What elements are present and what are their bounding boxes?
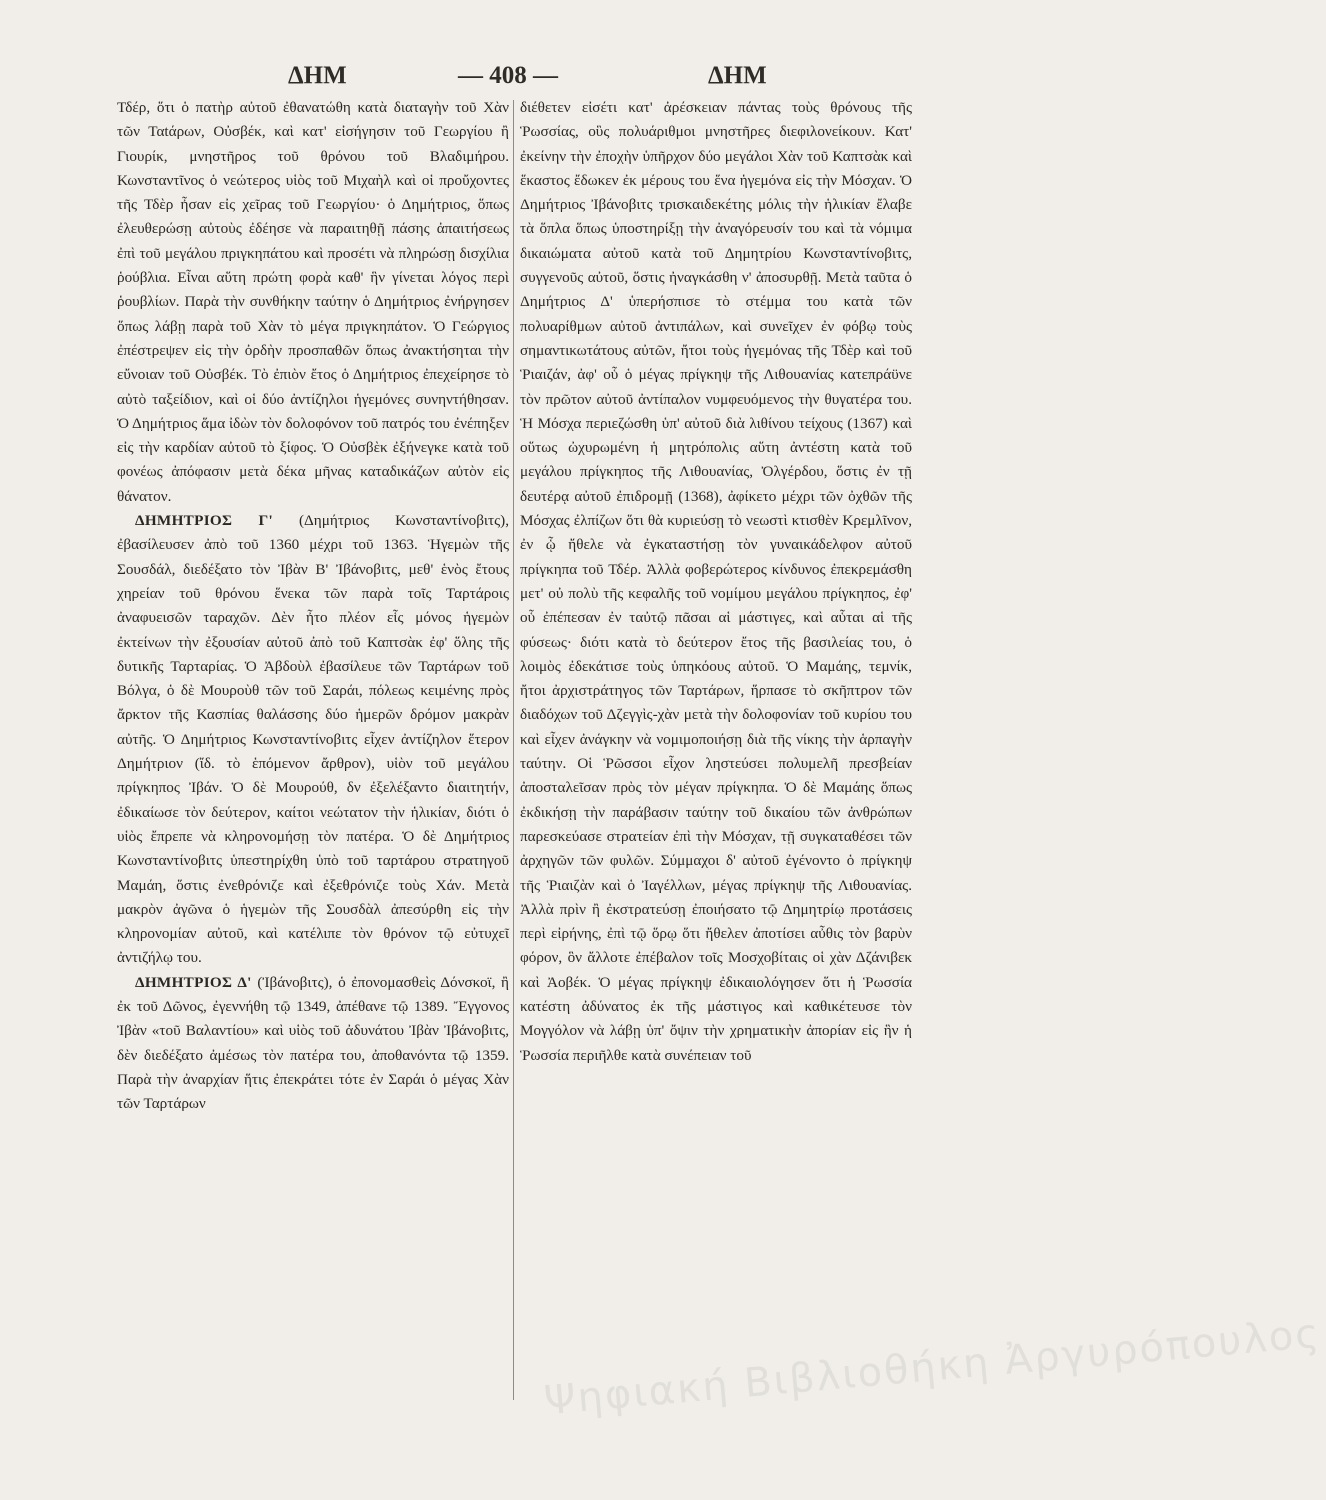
entry-dimitrios-4 (117, 971, 509, 1117)
header-left-keyword: ΔΗΜ (288, 62, 347, 89)
entry-heading: ΔΗΜΗΤΡΙΟΣ Γ' (135, 512, 273, 530)
page-number: — 408 — (458, 62, 558, 89)
right-column (520, 96, 912, 1426)
running-header (118, 62, 838, 96)
entry-heading: ΔΗΜΗΤΡΙΟΣ Δ' (135, 973, 252, 991)
right-paragraph: διέθετεν εἰσέτι κατ' ἀρέσκειαν πάντας τοὺς θρόνους τῆς Ῥωσσίας, οὓς πολυάριθμοι μνηστῆρες διεφιλονείκουν. Κατ' ἐκείνην τὴν ἐποχὴν ὑπῆρχον δύο μεγάλοι Χὰν τοῦ Καπτσὰκ καὶ ἕκαστος ἔδωκεν ἐκ μέρους του ἕνα ἡγεμόνα εἰς τὴν Μόσχαν. Ὁ Δημήτριος Ἰβάνοβιτς τρισκαιδεκέτης μόλις τὴν ἡλικίαν ἔλαβε τὰ ὅπλα ὅπως ὑποστηρίξῃ τὴν ἀναγόρευσίν του καὶ τὰ νόμιμα δικαιώματα αὐτοῦ κατὰ τοῦ Δημητρίου Κωνσταντίνοβιτς, συγγενοῦς αὐτοῦ, ὅστις ἠναγκάσθη ν' ἀποσυρθῇ. Μετὰ ταῦτα ὁ Δημήτριος Δ' ὑπερήσπισε τὸ στέμμα του κατὰ τῶν πολυαρίθμων αὐτοῦ ἀντιπάλων, καὶ συνεῖχεν ἐν φόβῳ τοὺς σημαντικωτάτους αὐτῶν, ἤτοι τοὺς ἡγεμόνας τῆς Τδὲρ καὶ τοῦ Ῥιαιζάν, ἀφ' οὗ ὁ μέγας πρίγκηψ τῆς Λιθουανίας κατεπράϋνε τὸν πρῶτον αὐτοῦ ἀντίπαλον νυμφευόμενος τὴν θυγατέρα του. Ἡ Μόσχα περιεζώσθη ὑπ' αὐτοῦ διὰ λιθίνου τείχους (1367) καὶ οὕτως ὠχυρωμένη ἡ μητρόπολις αὕτη ἀντέστη κατὰ τοῦ μεγάλου πρίγκηπος τῆς Λιθουανίας, Ὀλγέρδου, ὅστις ἐν τῇ δευτέρᾳ αὐτοῦ ἐπιδρομῇ (1368), ἀφίκετο μέχρι τῶν ὀχθῶν τῆς Μόσχας ἐλπίζων ὅτι θὰ κυριεύσῃ τὸ νεωστὶ κτισθὲν Κρεμλῖνον, ἐν ᾧ ἤθελε νὰ ἐγκαταστήσῃ τὸν γυναικάδελφον αὐτοῦ πρίγκηπα τοῦ Τδέρ. Ἀλλὰ φοβερώτερος κίνδυνος ἐπεκρεμάσθη μετ' οὐ πολὺ τῆς κεφαλῆς τοῦ νομίμου μεγάλου πρίγκηπος, ἐφ' οὗ ἐπέπεσαν ἐν ταὐτῷ πᾶσαι αἱ μάστιγες, καὶ αὗται αἱ τῆς φύσεως· διότι κατὰ τὸ δεύτερον ἔτος τῆς βασιλείας του, ὁ λοιμὸς ἐδεκάτισε τοὺς ὑπηκόους αὐτοῦ. Ὁ Μαμάης, τεμνίκ, ἤτοι ἀρχιστράτηγος τῶν Ταρτάρων, ἥρπασε τὸ σκῆπτρον τῶν διαδόχων τοῦ Δζεγγὶς-χὰν μετὰ τὴν δολοφονίαν τοῦ κυρίου του καὶ εἶχεν ἀνάγκην νὰ νομιμοποιήσῃ διὰ τῆς νίκης τὴν ἁρπαγὴν ταύτην. Οἱ Ῥῶσσοι εἶχον ληστεύσει πολυμελῆ πρεσβείαν ἀποσταλεῖσαν πρὸς τὸν μέγαν πρίγκηπα. Ὁ δὲ Μαμάης ὅπως ἐκδικήσῃ τὴν παράβασιν ταύτην τοῦ δικαίου τῶν ἀνθρώπων παρεσκεύασε στρατείαν ἐπὶ τὴν Μόσχαν, τῇ συγκαταθέσει τῶν ἀρχηγῶν τῶν φυλῶν. Σύμμαχοι δ' αὐτοῦ ἐγένοντο ὁ πρίγκηψ τῆς Ῥιαιζὰν καὶ ὁ Ἰαγέλλων, μέγας πρίγκηψ τῆς Λιθουανίας. Ἀλλὰ πρὶν ἢ ἐκστρατεύσῃ ἐποιήσατο τῷ Δημητρίῳ προτάσεις περὶ εἰρήνης, ἐπὶ τῷ ὅρῳ ὅτι ἤθελεν ἀποτίσει αὖθις τὸν βαρὺν φόρον, ὃν ἄλλοτε ἐπέβαλον τοῖς Μοσχοβίταις οἱ χὰν Δζάνιβεκ καὶ Ἀοβέκ. Ὁ μέγας πρίγκηψ ἐδικαιολόγησεν ὅτι ἡ Ῥωσσία κατέστη ἀδύνατος ἐκ τῆς μάστιγος καὶ καθικέτευσε τὸν Μογγόλον νὰ λάβῃ ὑπ' ὄψιν τὴν χρηματικὴν ἀπορίαν εἰς ἣν ἡ Ῥωσσία περιῆλθε κατὰ συνέπειαν τοῦ (520, 99, 912, 1064)
entry-dimitrios-3 (117, 509, 509, 971)
library-watermark: Ψηφιακή Βιβλιοθήκη Ἀργυρόπουλος (542, 1310, 1323, 1425)
entry-body: (Ἰβάνοβιτς), ὁ ἐπονομασθεὶς Δόνσκοϊ, ἢ ἐκ τοῦ Δῶνος, ἐγεννήθη τῷ 1349, ἀπέθανε τῷ 1389. Ἔγγονος Ἰβὰν «τοῦ Βαλαντίου» καὶ υἱὸς τοῦ ἀδυνάτου Ἰβὰν Ἰβάνοβιτς, δὲν διεδέξατο ἀμέσως τὸν πατέρα του, ἀποθανόντα τῷ 1359. Παρὰ τὴν ἀναρχίαν ἥτις ἐπεκράτει τότε ἐν Σαράι ὁ μέγας Χὰν τῶν Ταρτάρων (117, 973, 510, 1113)
header-right-keyword: ΔΗΜ (708, 62, 767, 89)
column-divider (513, 100, 514, 1400)
entry-body: (Δημήτριος Κωνσταντίνοβιτς), ἐβασίλευσεν ἀπὸ τοῦ 1360 μέχρι τοῦ 1363. Ἡγεμὼν τῆς Σουσδάλ, διεδέξατο τὸν Ἰβὰν Β' Ἰβάνοβιτς, μεθ' ἑνὸς ἔτους χηρείαν τοῦ θρόνου ἕνεκα τῶν παρὰ τοῖς Ταρτάροις ἀναφυεισῶν ταραχῶν. Δὲν ἦτο πλέον εἷς μόνος ἡγεμὼν ἐκτείνων τὴν ἐξουσίαν αὐτοῦ ἀπὸ τοῦ Καπτσὰκ ἐφ' ὅλης τῆς δυτικῆς Ταρταρίας. Ὁ Ἀβδοὺλ ἐβασίλευε τῶν Ταρτάρων τοῦ Βόλγα, ὁ δὲ Μουροὺθ τῶν τοῦ Σαράι, πόλεως κειμένης πρὸς ἄρκτον τῆς Κασπίας θαλάσσης δύο ἡμερῶν δρόμον μακρὰν αὐτῆς. Ὁ Δημήτριος Κωνσταντίνοβιτς εἶχεν ἀντίζηλον ἕτερον Δημήτριον (ἴδ. τὸ ἑπόμενον ἄρθρον), υἱὸν τοῦ μεγάλου πρίγκηπος Ἰβάν. Ὁ δὲ Μουρούθ, δν ἐξελέξαντο διαιτητήν, ἐδικαίωσε τὸν δεύτερον, καίτοι νεώτατον τὴν ἡλικίαν, διότι ὁ υἱὸς ἔπρεπε νὰ κληρονομήσῃ τὸν πατέρα. Ὁ δὲ Δημήτριος Κωνσταντίνοβιτς ὑπεστηρίχθη ὑπὸ τοῦ ταρτάρου στρατηγοῦ Μαμάη, ὅστις ἐνεθρόνιζε καὶ ἐξεθρόνιζε τοὺς Χάν. Μετὰ μακρὸν ἀγῶνα ὁ ἡγεμὼν τῆς Σουσδὰλ ἀπεσύρθη εἰς τὴν κληρονομίαν αὐτοῦ, καὶ κατέλιπε τὸν θρόνον τῷ εὐτυχεῖ ἀντιζήλῳ του. (117, 512, 509, 967)
left-column (117, 96, 509, 1426)
left-paragraph-continued: Τδέρ, ὅτι ὁ πατὴρ αὐτοῦ ἐθανατώθη κατὰ διαταγὴν τοῦ Χὰν τῶν Ταtάρων, Οὐσβέκ, καὶ κατ' εἰσήγησιν τοῦ Γεωργίου ἢ Γιουρίκ, μνηστῆρος τοῦ θρόνου τοῦ Βλαδιμήρου. Κωνσταντῖνος ὁ νεώτερος υἱὸς τοῦ Μιχαὴλ καὶ οἱ προὔχοντες τῆς Τδὲρ ἦσαν εἰς χεῖρας τοῦ Γεωργίου· ὁ Δημήτριος, ὅπως ἐλευθερώσῃ αὐτοὺς ἐδέησε νὰ παραιτηθῇ πάσης ἀπαιτήσεως ἐπὶ τοῦ μεγάλου πριγκηπάτου καὶ προσέτι νὰ πληρώσῃ δισχίλια ῥούβλια. Εἶναι αὕτη πρώτη φορὰ καθ' ἣν γίνεται λόγος περὶ ῥουβλίων. Παρὰ τὴν συνθήκην ταύτην ὁ Δημήτριος ἐνήργησεν ὅπως λάβῃ παρὰ τοῦ Χὰν τὸ μέγα πριγκηπάτον. Ὁ Γεώργιος ἐπέστρεψεν εἰς τὴν ὀρδὴν προσπαθῶν ὅπως ἀνακτήσηται τὴν εὔνοιαν τοῦ Οὐσβέκ. Τὸ ἐπιὸν ἔτος ὁ Δημήτριος ἐπεχείρησε τὸ αὐτὸ ταξείδιον, καὶ οἱ δύο ἀντίζηλοι ἡγεμόνες συνηντήθησαν. Ὁ Δημήτριος ἅμα ἰδὼν τὸν δολοφόνον τοῦ πατρός του ἐνέπηξεν εἰς τὴν καρδίαν αὐτοῦ τὸ ξίφος. Ὁ Οὐσβὲκ ἐξήνεγκε κατὰ τοῦ φονέως ἀπόφασιν μετὰ δέκα μῆνας καταδικάζων αὐτὸν εἰς θάνατον. (117, 99, 509, 505)
